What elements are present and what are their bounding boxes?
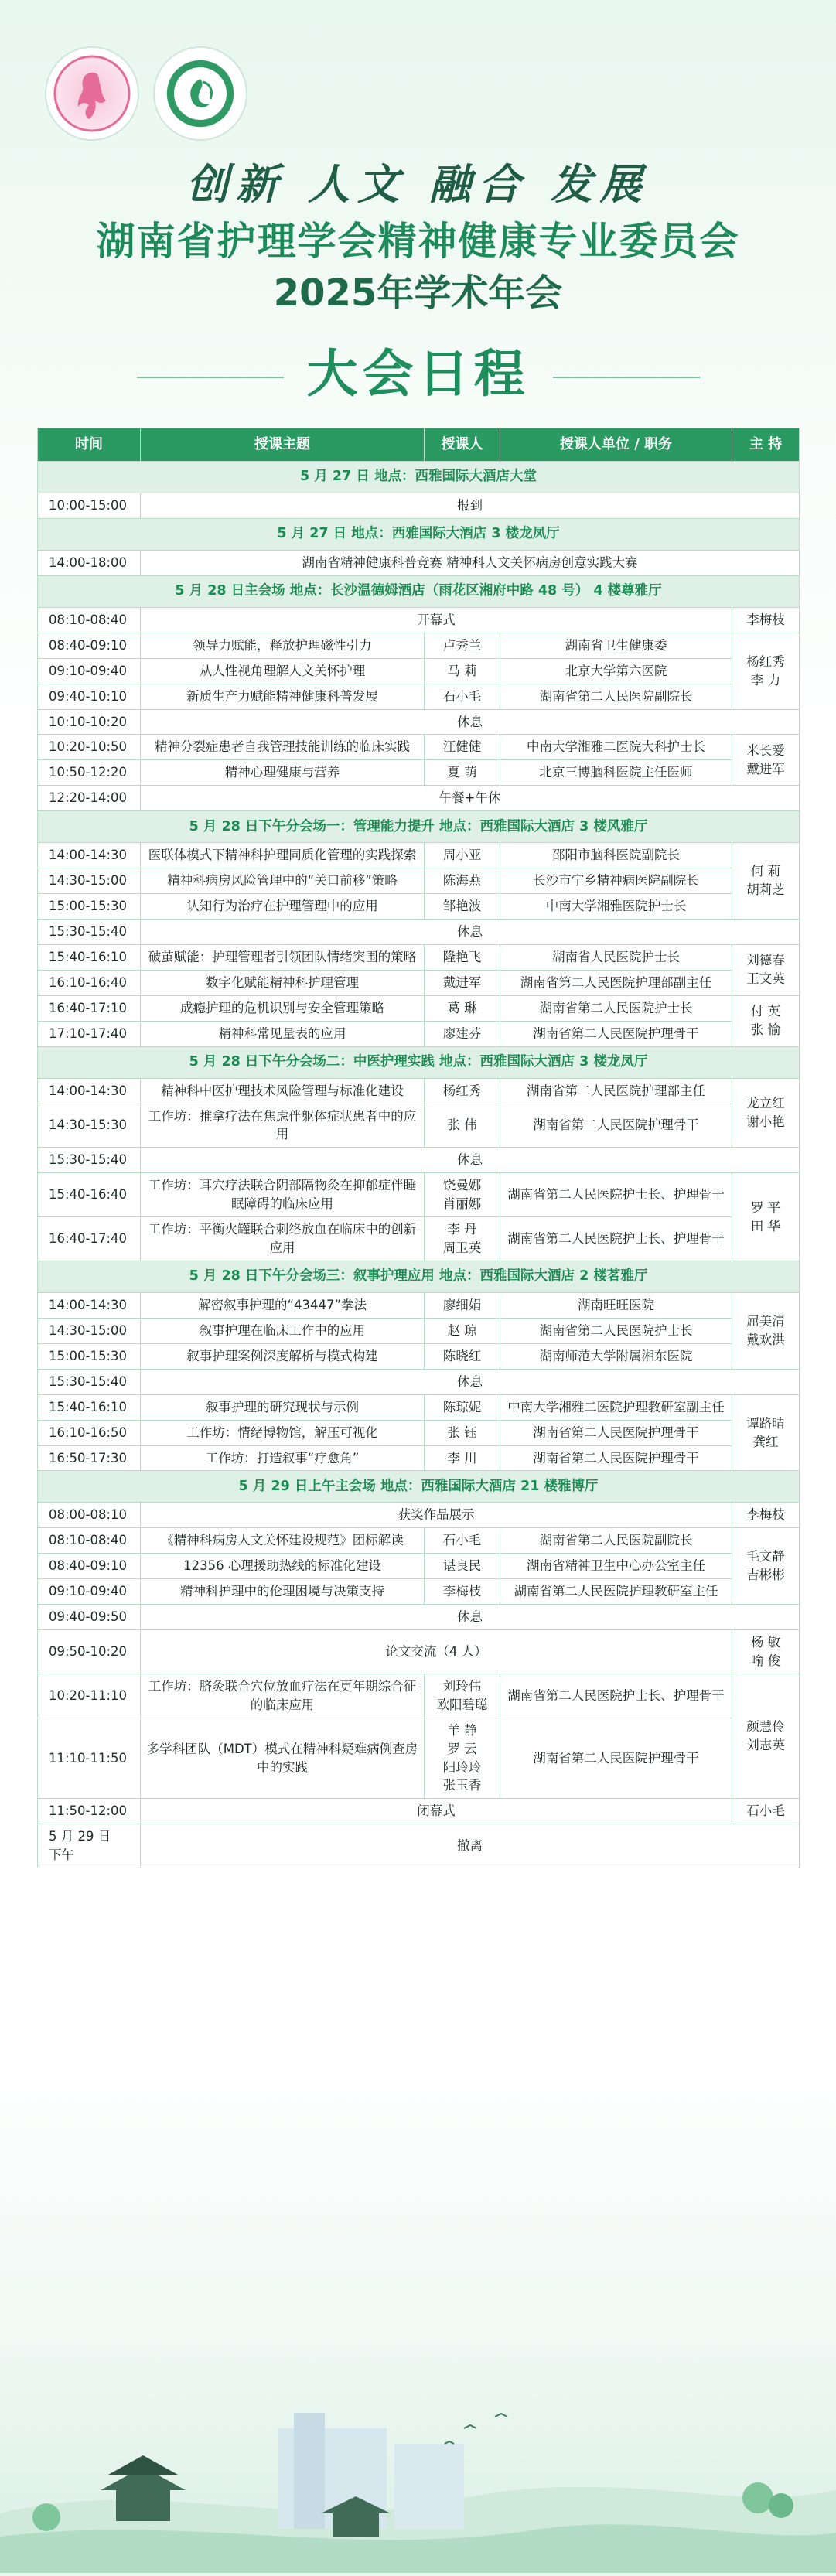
row-speaker: 赵 琼: [425, 1318, 500, 1343]
table-row: [38, 1674, 800, 1718]
row-topic: 精神科中医护理技术风险管理与标准化建设: [141, 1078, 425, 1104]
row-host: 何 莉 胡莉芝: [732, 843, 800, 920]
row-unit: 湖南师范大学附属湘东医院: [500, 1343, 732, 1369]
footer-scene: [0, 2382, 836, 2573]
logo-group: [46, 48, 246, 139]
row-time: 10:10-10:20: [38, 709, 141, 735]
row-unit: 湖南省精神卫生中心办公室主任: [500, 1554, 732, 1579]
row-time: 15:40-16:10: [38, 1394, 141, 1420]
row-unit: 湖南省第二人民医院护理骨干: [500, 1104, 732, 1148]
row-time: 16:50-17:30: [38, 1445, 141, 1471]
row-speaker: 陈晓红: [425, 1343, 500, 1369]
row-topic: 从人性视角理解人文关怀护理: [141, 658, 425, 684]
row-activity: 论文交流（4 人）: [141, 1630, 732, 1674]
agenda-heading: [0, 333, 836, 406]
row-time: 16:40-17:10: [38, 995, 141, 1021]
mental-health-committee-logo-icon: [158, 51, 243, 136]
table-row: [38, 493, 800, 519]
row-unit: 湖南旺旺医院: [500, 1292, 732, 1318]
row-speaker: 石小毛: [425, 684, 500, 709]
row-time: 14:30-15:00: [38, 868, 141, 894]
row-speaker: 汪健健: [425, 735, 500, 760]
row-speaker: 葛 琳: [425, 995, 500, 1021]
row-time: 12:20-14:00: [38, 786, 141, 811]
conference-title: 湖南省护理学会精神健康专业委员会: [96, 219, 740, 264]
row-activity: 休息: [141, 709, 800, 735]
row-time: 08:10-08:40: [38, 607, 141, 633]
row-speaker: 谌良民: [425, 1554, 500, 1579]
row-topic: 医联体模式下精神科护理同质化管理的实践探索: [141, 843, 425, 868]
table-row: [38, 1824, 800, 1868]
row-time: 15:30-15:40: [38, 1148, 141, 1173]
row-host: 罗 平 田 华: [732, 1173, 800, 1261]
row-host: 屈美清 戴欢洪: [732, 1292, 800, 1369]
row-unit: 湖南省第二人民医院护理教研室主任: [500, 1579, 732, 1605]
row-unit: 长沙市宁乡精神病医院副院长: [500, 868, 732, 894]
row-time: 15:00-15:30: [38, 1343, 141, 1369]
row-speaker: 杨红秀: [425, 1078, 500, 1104]
row-speaker: 卢秀兰: [425, 633, 500, 658]
row-topic: 工作坊：打造叙事“疗愈角”: [141, 1445, 425, 1471]
table-row: [38, 607, 800, 633]
row-time: 14:30-15:00: [38, 1318, 141, 1343]
row-host: 龙立红 谢小艳: [732, 1078, 800, 1148]
row-unit: 中南大学湘雅二医院护理教研室副主任: [500, 1394, 732, 1420]
row-time: 08:40-09:10: [38, 1554, 141, 1579]
row-speaker: 夏 萌: [425, 760, 500, 786]
table-row: [38, 1148, 800, 1173]
table-row: [38, 1579, 800, 1605]
table-row: [38, 1217, 800, 1261]
table-row: [38, 1554, 800, 1579]
row-host: 李梅枝: [732, 1503, 800, 1528]
row-topic: 领导力赋能，释放护理磁性引力: [141, 633, 425, 658]
section-header: 5 月 29 日上午主会场 地点：西雅国际大酒店 21 楼雅博厅: [38, 1471, 800, 1503]
row-unit: 湖南省第二人民医院护理骨干: [500, 1718, 732, 1799]
row-time: 10:20-11:10: [38, 1674, 141, 1718]
row-unit: 湖南省第二人民医院护理部副主任: [500, 970, 732, 995]
row-time: 11:50-12:00: [38, 1799, 141, 1824]
row-speaker: 李 丹 周卫英: [425, 1217, 500, 1261]
row-activity: 午餐+午休: [141, 786, 800, 811]
table-row: [38, 735, 800, 760]
row-activity: 休息: [141, 1605, 800, 1630]
table-row: [38, 894, 800, 920]
row-time: 11:10-11:50: [38, 1718, 141, 1799]
table-row: [38, 1528, 800, 1554]
row-host: 米长爱 戴进军: [732, 735, 800, 786]
table-row: [38, 995, 800, 1021]
row-topic: 工作坊：推拿疗法在焦虑伴躯体症状患者中的应用: [141, 1104, 425, 1148]
row-topic: 叙事护理的研究现状与示例: [141, 1394, 425, 1420]
table-row: [38, 1605, 800, 1630]
row-unit: 湖南省第二人民医院护理骨干: [500, 1420, 732, 1445]
row-speaker: 张 伟: [425, 1104, 500, 1148]
row-topic: 破茧赋能：护理管理者引领团队情绪突围的策略: [141, 944, 425, 970]
row-unit: 邵阳市脑科医院副院长: [500, 843, 732, 868]
row-unit: 中南大学湘雅医院护士长: [500, 894, 732, 920]
row-speaker: 李 川: [425, 1445, 500, 1471]
row-speaker: 石小毛: [425, 1528, 500, 1554]
section-header: 5 月 28 日下午分会场二：中医护理实践 地点：西雅国际大酒店 3 楼龙凤厅: [38, 1046, 800, 1078]
row-activity: 闭幕式: [141, 1799, 732, 1824]
row-time: 15:40-16:10: [38, 944, 141, 970]
section-header-row: [38, 575, 800, 607]
logo-left: [46, 48, 138, 139]
row-speaker: 张 钰: [425, 1420, 500, 1445]
row-time: 09:10-09:40: [38, 658, 141, 684]
row-topic: 工作坊：情绪博物馆，解压可视化: [141, 1420, 425, 1445]
table-row: [38, 919, 800, 944]
section-header-row: [38, 1261, 800, 1292]
table-row: [38, 1369, 800, 1394]
row-host: 杨红秀 李 力: [732, 633, 800, 709]
row-unit: 北京大学第六医院: [500, 658, 732, 684]
row-speaker: 李梅枝: [425, 1579, 500, 1605]
row-topic: 工作坊：平衡火罐联合刺络放血在临床中的创新应用: [141, 1217, 425, 1261]
table-row: [38, 970, 800, 995]
row-activity: 获奖作品展示: [141, 1503, 732, 1528]
table-row: [38, 944, 800, 970]
header-host: 主 持: [732, 428, 800, 462]
table-row: [38, 1104, 800, 1148]
logo-right: [155, 48, 246, 139]
row-speaker: 刘玲伟 欧阳碧聪: [425, 1674, 500, 1718]
row-time: 15:00-15:30: [38, 894, 141, 920]
row-host: 石小毛: [732, 1799, 800, 1824]
row-time: 16:10-16:50: [38, 1420, 141, 1445]
row-time: 16:40-17:40: [38, 1217, 141, 1261]
row-time: 08:40-09:10: [38, 633, 141, 658]
row-speaker: 陈海燕: [425, 868, 500, 894]
row-time: 10:00-15:00: [38, 493, 141, 519]
section-header-row: [38, 518, 800, 550]
table-row: [38, 1021, 800, 1046]
row-host: 毛文静 吉彬彬: [732, 1528, 800, 1605]
agenda-heading-text: 大会日程: [306, 344, 530, 404]
row-unit: 湖南省第二人民医院护理部主任: [500, 1078, 732, 1104]
row-time: 14:00-18:00: [38, 550, 141, 575]
table-row: [38, 868, 800, 894]
row-time: 09:40-09:50: [38, 1605, 141, 1630]
row-speaker: 邹艳波: [425, 894, 500, 920]
table-row: [38, 1292, 800, 1318]
row-activity: 湖南省精神健康科普竞赛 精神科人文关怀病房创意实践大赛: [141, 550, 800, 575]
row-host: 颜慧伶 刘志英: [732, 1674, 800, 1799]
row-unit: 湖南省第二人民医院护士长、护理骨干: [500, 1173, 732, 1217]
row-activity: 报到: [141, 493, 800, 519]
row-host: 杨 敏 喻 俊: [732, 1630, 800, 1674]
table-row: [38, 550, 800, 575]
row-topic: 数字化赋能精神科护理管理: [141, 970, 425, 995]
row-unit: 湖南省第二人民医院副院长: [500, 684, 732, 709]
row-time: 09:10-09:40: [38, 1579, 141, 1605]
row-activity: 开幕式: [141, 607, 732, 633]
divider-left: [137, 377, 284, 378]
row-speaker: 戴进军: [425, 970, 500, 995]
row-activity: 休息: [141, 1148, 800, 1173]
row-unit: 湖南省人民医院护士长: [500, 944, 732, 970]
row-time: 14:00-14:30: [38, 1078, 141, 1104]
row-time: 15:30-15:40: [38, 919, 141, 944]
row-topic: 精神科病房风险管理中的“关口前移”策略: [141, 868, 425, 894]
row-unit: 湖南省第二人民医院护士长、护理骨干: [500, 1217, 732, 1261]
row-topic: 叙事护理案例深度解析与模式构建: [141, 1343, 425, 1369]
row-host: 谭路晴 龚红: [732, 1394, 800, 1471]
row-speaker: 饶曼娜 肖丽娜: [425, 1173, 500, 1217]
row-time: 08:00-08:10: [38, 1503, 141, 1528]
row-activity: 休息: [141, 919, 800, 944]
row-topic: 认知行为治疗在护理管理中的应用: [141, 894, 425, 920]
row-unit: 北京三博脑科医院主任医师: [500, 760, 732, 786]
row-activity: 撤离: [141, 1824, 800, 1868]
table-row: [38, 1445, 800, 1471]
row-time: 15:30-15:40: [38, 1369, 141, 1394]
row-unit: 湖南省第二人民医院护士长、护理骨干: [500, 1674, 732, 1718]
header-topic: 授课主题: [141, 428, 425, 462]
row-topic: 12356 心理援助热线的标准化建设: [141, 1554, 425, 1579]
table-row: [38, 1394, 800, 1420]
row-speaker: 马 莉: [425, 658, 500, 684]
row-topic: 叙事护理在临床工作中的应用: [141, 1318, 425, 1343]
section-header: 5 月 28 日下午分会场一：管理能力提升 地点：西雅国际大酒店 3 楼风雅厅: [38, 811, 800, 843]
row-unit: 湖南省第二人民医院护理骨干: [500, 1021, 732, 1046]
table-row: [38, 658, 800, 684]
row-topic: 解密叙事护理的“43447”拳法: [141, 1292, 425, 1318]
row-activity: 休息: [141, 1369, 800, 1394]
table-row: [38, 1718, 800, 1799]
row-time: 14:00-14:30: [38, 1292, 141, 1318]
section-header: 5 月 27 日 地点：西雅国际大酒店大堂: [38, 462, 800, 493]
table-row: [38, 633, 800, 658]
slogan: 创新 人文 融合 发展: [186, 159, 650, 209]
row-topic: 成瘾护理的危机识别与安全管理策略: [141, 995, 425, 1021]
table-row: [38, 760, 800, 786]
row-unit: 湖南省卫生健康委: [500, 633, 732, 658]
row-speaker: 羊 静 罗 云 阳玲玲 张玉香: [425, 1718, 500, 1799]
row-topic: 多学科团队（MDT）模式在精神科疑难病例查房中的实践: [141, 1718, 425, 1799]
row-speaker: 陈琼妮: [425, 1394, 500, 1420]
row-speaker: 廖细娟: [425, 1292, 500, 1318]
row-time: 14:00-14:30: [38, 843, 141, 868]
conference-subtitle: 2025年学术年会: [273, 271, 563, 315]
row-topic: 精神分裂症患者自我管理技能训练的临床实践: [141, 735, 425, 760]
table-row: [38, 1799, 800, 1824]
table-row: [38, 843, 800, 868]
row-unit: 湖南省第二人民医院护士长: [500, 1318, 732, 1343]
header-time: 时间: [38, 428, 141, 462]
row-topic: 工作坊：脐灸联合穴位放血疗法在更年期综合征的临床应用: [141, 1674, 425, 1718]
row-topic: 精神心理健康与营养: [141, 760, 425, 786]
section-header: 5 月 28 日主会场 地点：长沙温德姆酒店（雨花区湘府中路 48 号） 4 楼尊雅厅: [38, 575, 800, 607]
row-time: 15:40-16:40: [38, 1173, 141, 1217]
section-header-row: [38, 1046, 800, 1078]
row-topic: 精神科常见量表的应用: [141, 1021, 425, 1046]
header-unit: 授课人单位 / 职务: [500, 428, 732, 462]
row-time: 17:10-17:40: [38, 1021, 141, 1046]
row-time: 10:50-12:20: [38, 760, 141, 786]
row-topic: 新质生产力赋能精神健康科普发展: [141, 684, 425, 709]
table-row: [38, 786, 800, 811]
row-speaker: 隆艳飞: [425, 944, 500, 970]
table-row: [38, 1318, 800, 1343]
table-row: [38, 1503, 800, 1528]
table-row: [38, 684, 800, 709]
table-row: [38, 1078, 800, 1104]
table-row: [38, 1420, 800, 1445]
row-time: 09:40-10:10: [38, 684, 141, 709]
row-unit: 中南大学湘雅二医院大科护士长: [500, 735, 732, 760]
row-time: 08:10-08:40: [38, 1528, 141, 1554]
nursing-society-logo-icon: [49, 51, 135, 136]
row-speaker: 周小亚: [425, 843, 500, 868]
row-time: 5 月 29 日 下午: [38, 1824, 141, 1868]
section-header-row: [38, 811, 800, 843]
row-time: 09:50-10:20: [38, 1630, 141, 1674]
row-time: 16:10-16:40: [38, 970, 141, 995]
header-speaker: 授课人: [425, 428, 500, 462]
row-time: 10:20-10:50: [38, 735, 141, 760]
row-topic: 《精神科病房人文关怀建设规范》团标解读: [141, 1528, 425, 1554]
divider-right: [553, 377, 700, 378]
schedule-table: [37, 428, 800, 1868]
city-skyline-with-pavilion-icon: [0, 2382, 836, 2573]
row-unit: 湖南省第二人民医院副院长: [500, 1528, 732, 1554]
table-row: [38, 1343, 800, 1369]
row-topic: 精神科护理中的伦理困境与决策支持: [141, 1579, 425, 1605]
row-host: 付 英 张 愉: [732, 995, 800, 1046]
table-row: [38, 709, 800, 735]
row-host: 刘德春 王文英: [732, 944, 800, 995]
row-time: 14:30-15:30: [38, 1104, 141, 1148]
row-host: 李梅枝: [732, 607, 800, 633]
table-row: [38, 1173, 800, 1217]
row-unit: 湖南省第二人民医院护理骨干: [500, 1445, 732, 1471]
row-speaker: 廖建芬: [425, 1021, 500, 1046]
section-header: 5 月 28 日下午分会场三：叙事护理应用 地点：西雅国际大酒店 2 楼茗雅厅: [38, 1261, 800, 1292]
section-header: 5 月 27 日 地点：西雅国际大酒店 3 楼龙凤厅: [38, 518, 800, 550]
table-row: [38, 1630, 800, 1674]
section-header-row: [38, 1471, 800, 1503]
row-unit: 湖南省第二人民医院护士长: [500, 995, 732, 1021]
row-topic: 工作坊：耳穴疗法联合阴部隔物灸在抑郁症伴睡眠障碍的临床应用: [141, 1173, 425, 1217]
table-header-row: [38, 428, 800, 462]
section-header-row: [38, 462, 800, 493]
